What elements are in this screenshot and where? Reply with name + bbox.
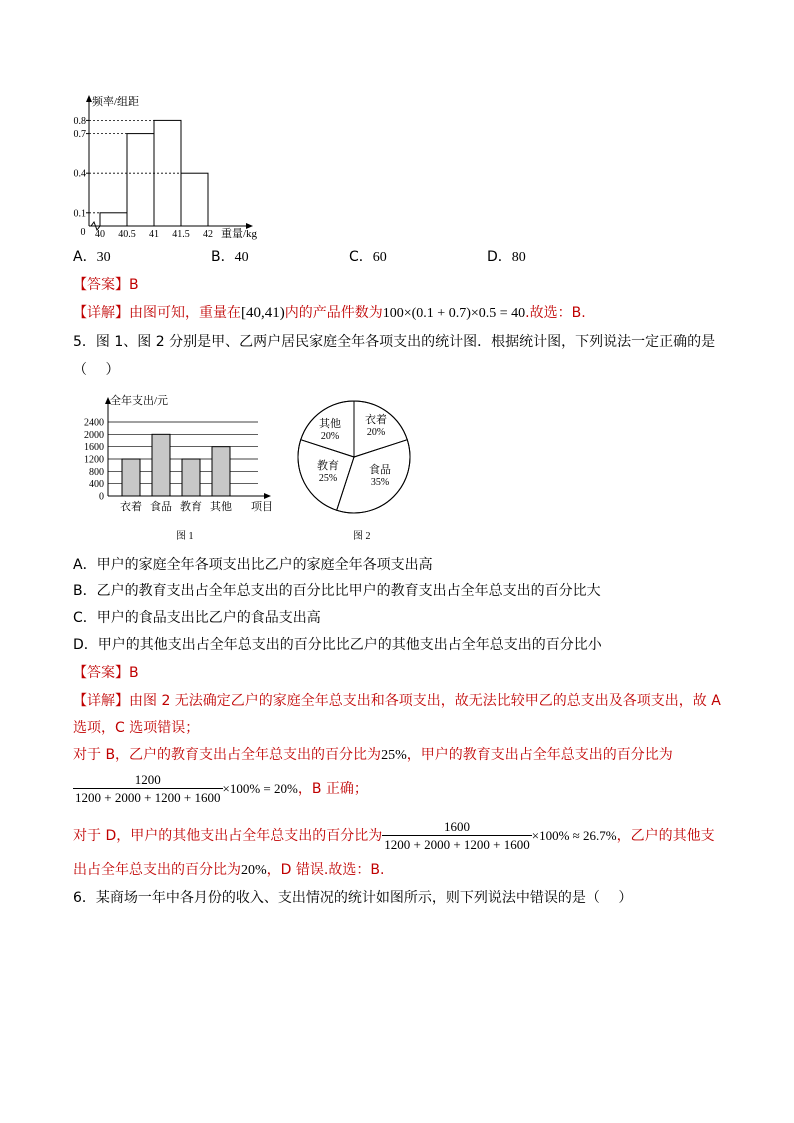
fig1-ytick-1: 2000 (84, 429, 104, 441)
hist-xtick-3: 41.5 (172, 229, 190, 240)
hist-xtick-4: 42 (203, 229, 213, 240)
q4-detail: 【详解】由图可知，重量在[40,41)内的产品件数为100×(0.1 + 0.7)×0.5 = 40.故选：B. (73, 305, 586, 321)
fig1-ytick-3: 1200 (84, 454, 104, 466)
hist-bar-0 (100, 213, 127, 226)
hist-xtick-0: 40 (95, 229, 105, 240)
fig1-bar-2 (182, 459, 200, 496)
q5-detail-line2: 选项，C 选项错误； (73, 720, 200, 736)
hist-ytick-3: 0.1 (73, 208, 86, 220)
fraction-1200: $\frac{1200}{1200 + 2000 + 1200 + 1600}$ (75, 772, 221, 805)
hist-ytick-1: 0.7 (73, 129, 86, 141)
hist-bar-3 (181, 173, 208, 226)
fig1-title: 图 1 (176, 531, 194, 542)
pie-label-1: 食品 (369, 464, 391, 476)
hist-bar-1 (127, 134, 154, 226)
fig1-xtick-2: 教育 (180, 501, 202, 513)
fig1-bar-1 (152, 434, 170, 496)
fig2-pie-chart (290, 395, 420, 520)
fig1-ytick-4: 800 (89, 466, 104, 478)
q5-option-c: C．甲户的食品支出比乙户的食品支出高 (73, 610, 321, 626)
hist-xtick-1: 40.5 (118, 229, 136, 240)
fig1-ylabel: 全年支出/元 (110, 395, 169, 407)
fig1-ytick-6: 0 (99, 491, 104, 503)
pie-label-0: 衣着 (365, 414, 387, 426)
hist-origin: 0 (80, 227, 86, 238)
hist-xlabel: 重量/kg (221, 228, 258, 240)
pie-pct-3: 20% (320, 431, 340, 442)
fig1-ytick-5: 400 (89, 479, 104, 491)
q5-detail-line6: 出占全年总支出的百分比为20%，D 错误.故选：B. (73, 862, 385, 878)
q5-paren: （ ） (73, 362, 120, 378)
fig1-xtick-0: 衣着 (120, 501, 142, 513)
q5-answer: 【答案】B (73, 665, 139, 681)
fig1-bar-chart (70, 392, 280, 522)
q6-stem: 6．某商场一年中各月份的收入、支出情况的统计如图所示，则下列说法中错误的是（ ） (73, 890, 633, 906)
q5-detail-line1: 【详解】由图 2 无法确定乙户的家庭全年总支出和各项支出，故无法比较甲乙的总支出及各项支出，故 A (73, 693, 721, 709)
pie-label-2: 教育 (317, 460, 339, 472)
pie-pct-0: 20% (366, 427, 386, 438)
fig1-ytick-2: 1600 (84, 442, 104, 454)
fig1-xtick-1: 食品 (150, 501, 172, 513)
q4-option-c: C．60 (349, 249, 387, 265)
fraction-1600: $\frac{1600}{1200 + 2000 + 1200 + 1600}$ (384, 819, 530, 852)
q4-answer: 【答案】B (73, 277, 139, 293)
q4-option-a: A．30 (73, 249, 111, 265)
q5-detail-line4: $\frac{1200}{1200 + 2000 + 1200 + 1600}$ ×100% = 20% ，B 正确； (75, 772, 368, 805)
fig1-xtick-3: 其他 (210, 501, 232, 513)
pie-label-3: 其他 (319, 418, 341, 430)
q4-option-b: B．40 (211, 249, 249, 265)
q5-option-a: A．甲户的家庭全年各项支出比乙户的家庭全年各项支出高 (73, 557, 433, 573)
histogram-chart (70, 92, 270, 240)
fig1-bar-3 (212, 447, 230, 496)
hist-xtick-2: 41 (149, 229, 159, 240)
fig2-title: 图 2 (353, 531, 371, 542)
hist-ytick-2: 0.4 (73, 168, 86, 180)
fig1-bar-0 (122, 459, 140, 496)
q5-option-d: D．甲户的其他支出占全年总支出的百分比比乙户的其他支出占全年总支出的百分比小 (73, 637, 602, 653)
q5-detail-line5: 对于 D，甲户的其他支出占全年总支出的百分比为 $\frac{1600}{1200 + 2000 + 1200 + 1600}$ ×100% ≈ 26.7% ，乙户的其他支 (73, 819, 715, 852)
fig1-x-arrow (264, 493, 271, 499)
q5-stem: 5．图 1、图 2 分别是甲、乙两户居民家庭全年各项支出的统计图．根据统计图，下列说法一定正确的是 (73, 334, 716, 350)
hist-ytick-0: 0.8 (73, 115, 86, 127)
pie-pct-1: 35% (370, 477, 390, 488)
fig1-xlabel: 项目 (251, 501, 273, 513)
pie-pct-2: 25% (318, 473, 338, 484)
hist-ylabel: 频率/组距 (92, 96, 140, 108)
q5-option-b: B．乙户的教育支出占全年总支出的百分比比甲户的教育支出占全年总支出的百分比大 (73, 583, 601, 599)
fig1-ytick-0: 2400 (84, 417, 104, 429)
q4-option-d: D．80 (487, 249, 526, 265)
q5-detail-line3: 对于 B，乙户的教育支出占全年总支出的百分比为25%，甲户的教育支出占全年总支出的百分比为 (73, 747, 673, 763)
